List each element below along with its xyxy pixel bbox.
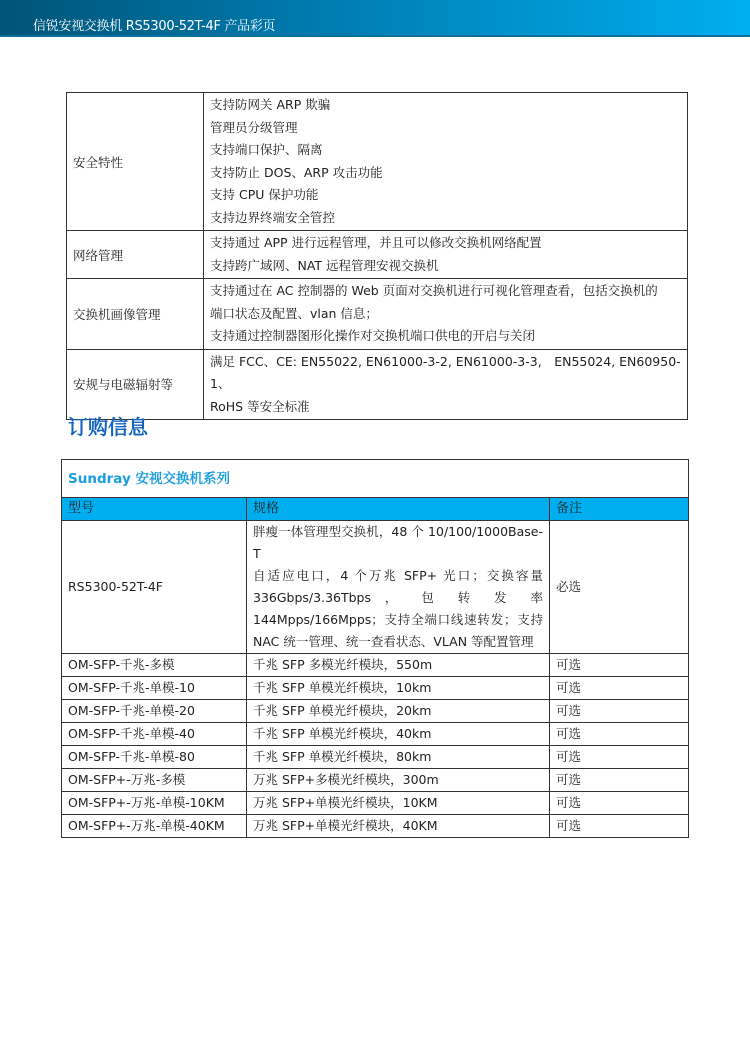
spec-line: 自适应电口，4 个万兆 SFP+ 光口；交换容量 bbox=[253, 568, 543, 583]
spec-line: NAC 统一管理、统一查看状态、VLAN 等配置管理 bbox=[253, 634, 534, 649]
feature-line: 支持通过控制器图形化操作对交换机端口供电的开启与关闭 bbox=[210, 328, 536, 343]
features-table bbox=[66, 92, 688, 420]
feature-line: 支持 CPU 保护功能 bbox=[210, 187, 319, 202]
feature-key: 安全特性 bbox=[67, 93, 204, 231]
spec-cell: 千兆 SFP 单模光纤模块，20km bbox=[247, 700, 550, 723]
model-cell: OM-SFP+-万兆-单模-10KM bbox=[62, 792, 247, 815]
table-row bbox=[62, 723, 689, 746]
model-cell: RS5300-52T-4F bbox=[62, 521, 247, 654]
spec-cell: 万兆 SFP+多模光纤模块，300m bbox=[247, 769, 550, 792]
section-title: 订购信息 bbox=[68, 415, 148, 439]
note-cell: 可选 bbox=[550, 792, 689, 815]
spec-cell bbox=[247, 521, 550, 654]
header-note: 备注 bbox=[550, 498, 689, 521]
feature-value bbox=[204, 349, 688, 420]
model-cell: OM-SFP-千兆-单模-20 bbox=[62, 700, 247, 723]
model-cell: OM-SFP-千兆-多模 bbox=[62, 654, 247, 677]
feature-row bbox=[67, 231, 688, 279]
feature-key: 交换机画像管理 bbox=[67, 279, 204, 350]
spec-cell: 千兆 SFP 多模光纤模块，550m bbox=[247, 654, 550, 677]
table-header-row bbox=[62, 498, 689, 521]
table-row bbox=[62, 521, 689, 654]
spec-cell: 千兆 SFP 单模光纤模块，80km bbox=[247, 746, 550, 769]
feature-row bbox=[67, 279, 688, 350]
note-cell: 必选 bbox=[550, 521, 689, 654]
table-row bbox=[62, 677, 689, 700]
note-cell: 可选 bbox=[550, 700, 689, 723]
model-cell: OM-SFP+-万兆-多模 bbox=[62, 769, 247, 792]
spec-line: 144Mpps/166Mpps；支持全端口线速转发；支持 bbox=[253, 612, 543, 627]
feature-line: 支持通过在 AC 控制器的 Web 页面对交换机进行可视化管理查看，包括交换机的 bbox=[210, 283, 658, 298]
table-row bbox=[62, 654, 689, 677]
spec-cell: 万兆 SFP+单模光纤模块，40KM bbox=[247, 815, 550, 838]
order-table bbox=[61, 459, 689, 838]
spec-cell: 万兆 SFP+单模光纤模块，10KM bbox=[247, 792, 550, 815]
note-cell: 可选 bbox=[550, 654, 689, 677]
note-cell: 可选 bbox=[550, 723, 689, 746]
note-cell: 可选 bbox=[550, 769, 689, 792]
feature-line: 满足 FCC、CE: EN55022, EN61000-3-2, EN61000-3-3, EN55024, EN60950-1、 bbox=[210, 353, 681, 391]
note-cell: 可选 bbox=[550, 746, 689, 769]
model-cell: OM-SFP-千兆-单模-10 bbox=[62, 677, 247, 700]
model-cell: OM-SFP-千兆-单模-40 bbox=[62, 723, 247, 746]
feature-value bbox=[204, 93, 688, 231]
header-title: 信锐安视交换机 RS5300-52T-4F 产品彩页 bbox=[33, 19, 276, 34]
feature-line: 支持端口保护、隔离 bbox=[210, 142, 323, 157]
note-cell: 可选 bbox=[550, 677, 689, 700]
header-model: 型号 bbox=[62, 498, 247, 521]
spec-line: 336Gbps/3.36Tbps ， 包 转 发 率 bbox=[253, 590, 543, 605]
feature-line: 支持防网关 ARP 欺骗 bbox=[210, 97, 331, 112]
model-cell: OM-SFP-千兆-单模-80 bbox=[62, 746, 247, 769]
spec-cell: 千兆 SFP 单模光纤模块，40km bbox=[247, 723, 550, 746]
spec-line: 胖瘦一体管理型交换机，48 个 10/100/1000Base-T bbox=[253, 524, 543, 561]
spec-cell: 千兆 SFP 单模光纤模块，10km bbox=[247, 677, 550, 700]
model-cell: OM-SFP+-万兆-单模-40KM bbox=[62, 815, 247, 838]
table-caption: Sundray 安视交换机系列 bbox=[62, 460, 689, 498]
table-row bbox=[62, 769, 689, 792]
feature-value bbox=[204, 279, 688, 350]
feature-key: 网络管理 bbox=[67, 231, 204, 279]
feature-line: 支持防止 DOS、ARP 攻击功能 bbox=[210, 164, 383, 180]
table-row bbox=[62, 700, 689, 723]
table-row bbox=[62, 815, 689, 838]
feature-line: 支持通过 APP 进行远程管理，并且可以修改交换机网络配置 bbox=[210, 235, 542, 250]
note-cell: 可选 bbox=[550, 815, 689, 838]
feature-value bbox=[204, 231, 688, 279]
page-header bbox=[0, 0, 750, 37]
table-row bbox=[62, 746, 689, 769]
feature-line: 管理员分级管理 bbox=[210, 119, 298, 135]
table-row bbox=[62, 792, 689, 815]
feature-line: 支持边界终端安全管控 bbox=[210, 209, 336, 225]
feature-line: RoHS 等安全标准 bbox=[210, 398, 310, 414]
header-spec: 规格 bbox=[247, 498, 550, 521]
feature-line: 支持跨广域网、NAT 远程管理安视交换机 bbox=[210, 257, 439, 273]
feature-row bbox=[67, 93, 688, 231]
feature-row bbox=[67, 349, 688, 420]
feature-line: 端口状态及配置、vlan 信息； bbox=[210, 305, 378, 321]
feature-key: 安规与电磁辐射等 bbox=[67, 349, 204, 420]
